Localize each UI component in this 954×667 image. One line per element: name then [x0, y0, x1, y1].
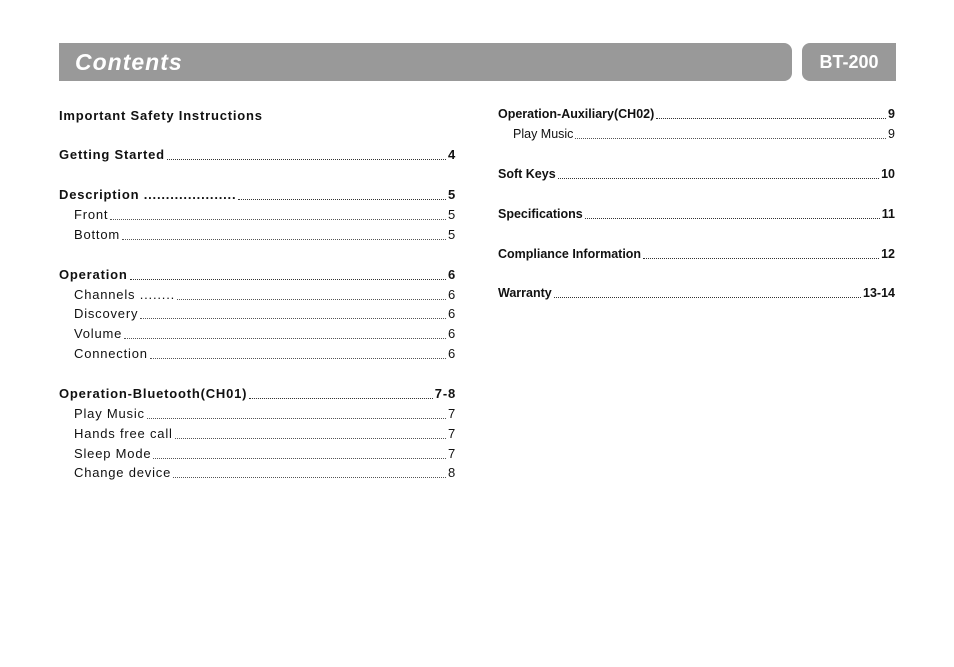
toc-entry-label: Play Music: [513, 127, 574, 141]
toc-dot-leader: [558, 177, 879, 179]
toc-entry-page: 9: [888, 127, 895, 141]
toc-entry-label: Operation-Bluetooth(CH01): [59, 386, 248, 401]
toc-entry-label: Soft Keys: [498, 167, 556, 181]
toc-dot-leader: [150, 357, 446, 359]
toc-entry[interactable]: [498, 246, 895, 262]
toc-entry-label: Warranty: [498, 286, 552, 300]
toc-dot-leader: [643, 257, 879, 259]
toc-entry[interactable]: [59, 287, 456, 303]
toc-dot-leader: [238, 198, 446, 200]
toc-entry-label: Discovery: [74, 306, 139, 321]
toc-entry[interactable]: [498, 206, 895, 222]
toc-entry[interactable]: [59, 306, 456, 322]
toc-entry-label: Description .....................: [59, 187, 237, 202]
contents-header-bar: [59, 43, 792, 81]
toc-entry[interactable]: [59, 227, 456, 243]
toc-dot-leader: [554, 296, 861, 298]
toc-entry-label: Operation: [59, 267, 128, 282]
toc-entry-page: 8: [447, 465, 456, 480]
toc-dot-leader: [175, 437, 446, 439]
toc-dot-leader: [249, 397, 433, 399]
page-title: Contents: [75, 49, 183, 75]
toc-entry[interactable]: [498, 285, 895, 301]
toc-entry[interactable]: [498, 126, 895, 142]
toc-dot-leader: [656, 117, 886, 119]
toc-entry[interactable]: [59, 267, 456, 283]
toc-entry-label: Operation-Auxiliary(CH02): [498, 107, 655, 121]
toc-dot-leader: [147, 417, 446, 419]
toc-entry[interactable]: [59, 207, 456, 223]
toc-entry-page: 7-8: [434, 386, 456, 401]
toc-entry-page: 4: [447, 147, 456, 162]
toc-entry-label: Compliance Information: [498, 247, 642, 261]
toc-entry-page: 6: [447, 267, 456, 282]
toc-entry[interactable]: [59, 326, 456, 342]
toc-entry-page: 7: [447, 426, 456, 441]
toc-entry-label: Sleep Mode: [74, 446, 152, 461]
toc-entry-page: 5: [447, 187, 456, 202]
toc-entry-page: 7: [447, 406, 456, 421]
toc-dot-leader: [140, 317, 446, 319]
toc-dot-leader: [177, 298, 446, 300]
toc-dot-leader: [575, 137, 886, 139]
toc-entry-page: 7: [447, 446, 456, 461]
toc-entry-label: Volume: [74, 326, 123, 341]
toc-dot-leader: [124, 337, 446, 339]
toc-entry[interactable]: [59, 426, 456, 442]
toc-entry-page: 12: [881, 247, 895, 261]
toc-dot-leader: [167, 158, 446, 160]
toc-entry[interactable]: [498, 106, 895, 122]
toc-entry[interactable]: [498, 166, 895, 182]
toc-dot-leader: [122, 238, 446, 240]
toc-entry-label: Change device: [74, 465, 172, 480]
toc-entry-page: 5: [447, 207, 456, 222]
toc-entry[interactable]: [59, 406, 456, 422]
toc-entry-page: 11: [881, 207, 895, 221]
toc-entry-page: 9: [888, 107, 895, 121]
toc-entry[interactable]: [59, 386, 456, 402]
toc-entry-label: Connection: [74, 346, 148, 361]
model-badge: BT-200: [802, 43, 896, 81]
toc-dot-leader: [585, 217, 880, 219]
toc-entry[interactable]: [59, 108, 456, 124]
toc-dot-leader: [130, 278, 446, 280]
toc-entry-label: Bottom: [74, 227, 120, 242]
toc-entry-label: Getting Started: [59, 147, 165, 162]
toc-entry-label: Front: [74, 207, 109, 222]
toc-entry[interactable]: [59, 147, 456, 163]
toc-entry-page: 6: [447, 326, 456, 341]
toc-dot-leader: [153, 457, 446, 459]
toc-entry[interactable]: [59, 446, 456, 462]
toc-entry-label: Play Music: [74, 406, 145, 421]
toc-entry[interactable]: [59, 346, 456, 362]
toc-entry-label: Hands free call: [74, 426, 173, 441]
toc-entry-label: Channels ........: [74, 287, 176, 302]
toc-entry-page: 5: [447, 227, 456, 242]
toc-entry-page: 6: [447, 306, 456, 321]
toc-entry[interactable]: [59, 465, 456, 481]
toc-entry-page: 13-14: [863, 286, 895, 300]
toc-entry-page: 6: [447, 287, 456, 302]
toc-entry-label: Specifications: [498, 207, 583, 221]
toc-entry-page: 6: [447, 346, 456, 361]
toc-entry-page: 10: [881, 167, 895, 181]
toc-dot-leader: [110, 218, 446, 220]
toc-dot-leader: [173, 476, 446, 478]
toc-entry-label: Important Safety Instructions: [59, 108, 263, 123]
toc-entry[interactable]: [59, 187, 456, 203]
